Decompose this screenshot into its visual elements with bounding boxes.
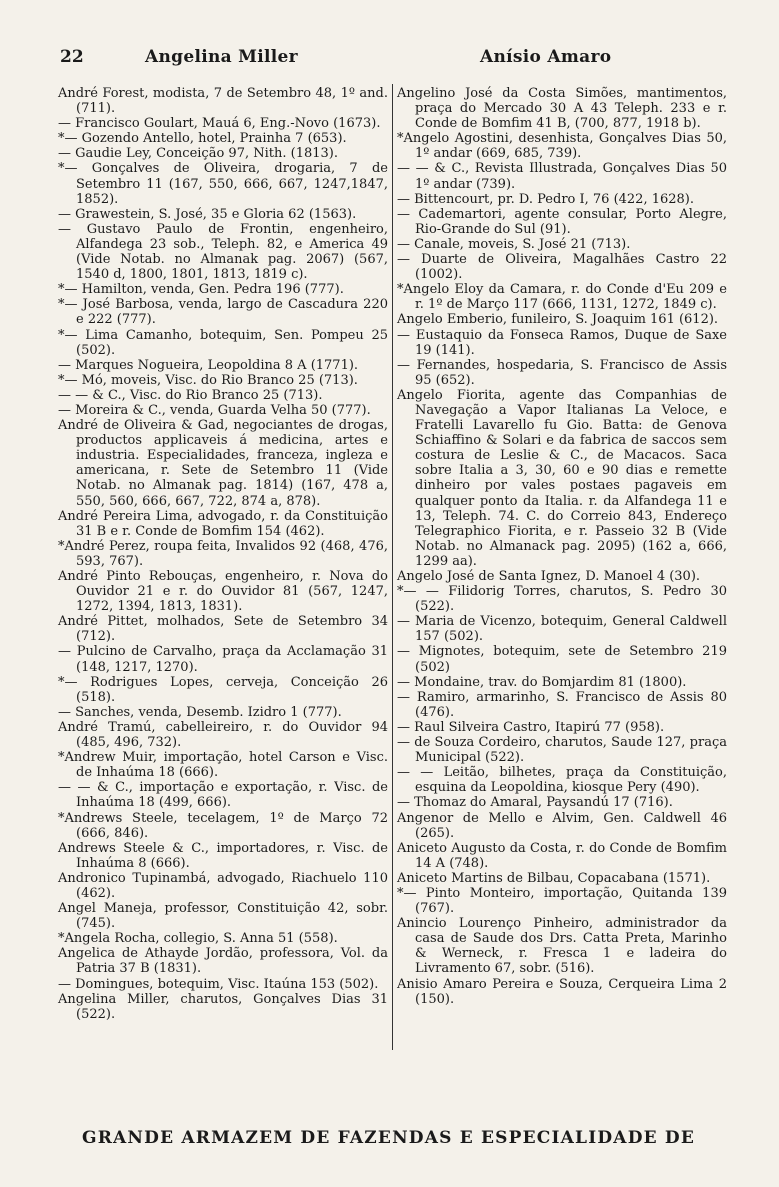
directory-entry: Angelica de Athayde Jordão, professora, Vol. da Patria 37 B (1831). xyxy=(58,946,388,977)
directory-entry: André Tramú, cabelleireiro, r. do Ouvidor 94 (485, 496, 732). xyxy=(58,719,388,751)
directory-entry: André Pittet, molhados, Sete de Setembro 34 (712). xyxy=(58,614,388,645)
directory-entry: — Sanches, venda, Desemb. Izidro 1 (777). xyxy=(58,704,342,720)
directory-entry: — Mignotes, botequim, sete de Setembro 219 (502) xyxy=(397,644,727,675)
directory-entry: *— Lima Camanho, botequim, Sen. Pompeu 25 (502). xyxy=(58,327,388,358)
directory-entry: Aniceto Augusto da Costa, r. do Conde de Bomfim 14 A (748). xyxy=(397,840,727,871)
directory-entry: Andrews Steele & C., importadores, r. Visc. de Inhaúma 8 (666). xyxy=(58,840,388,871)
directory-entry: *— Rodrigues Lopes, cerveja, Conceição 26 (518). xyxy=(58,674,388,705)
directory-entry: Angel Maneja, professor, Constituição 42, sobr. (745). xyxy=(58,901,388,932)
directory-entry: André de Oliveira & Gad, negociantes de drogas, productos applicaveis á medicina, artes e industria. Especialidades, franceza, ingleza e americana, r. Sete de Setembro 11 (Vide Notab. no Almanak pag. 1814) (167, 478 a, 550, 560, 666, 667, 722, 874 a, 878). xyxy=(58,418,388,509)
directory-entry: Aniceto Martins de Bilbau, Copacabana (1571). xyxy=(397,870,711,886)
directory-entry: *— — Filidorig Torres, charutos, S. Pedro 30 (522). xyxy=(397,584,727,615)
directory-entry: André Pinto Rebouças, engenheiro, r. Nova do Ouvidor 21 e r. do Ouvidor 81 (567, 1247, 1272, 1394, 1813, 1831). xyxy=(58,569,388,615)
directory-entry: *Andrews Steele, tecelagem, 1º de Março 72 (666, 846). xyxy=(58,810,388,841)
directory-entry: — — & C., Revista Illustrada, Gonçalves Dias 50 1º andar (739). xyxy=(397,161,727,192)
directory-entry: *— Pinto Monteiro, importação, Quitanda 139 (767). xyxy=(397,885,727,917)
directory-entry: — Maria de Vicenzo, botequim, General Caldwell 157 (502). xyxy=(397,614,727,645)
directory-entry: *— Gozendo Antello, hotel, Prainha 7 (653). xyxy=(58,131,347,147)
directory-entry: — Thomaz do Amaral, Paysandú 17 (716). xyxy=(397,795,673,811)
right-column xyxy=(397,86,727,1007)
directory-entry: *Andrew Muir, importação, hotel Carson e Visc. de Inhaúma 18 (666). xyxy=(58,750,388,781)
directory-entry: *Angelo Eloy da Camara, r. do Conde d'Eu 209 e r. 1º de Março 117 (666, 1131, 1272, 1849 c). xyxy=(397,282,727,313)
column-divider xyxy=(392,84,393,1050)
directory-entry: Angelino José da Costa Simões, mantimentos, praça do Mercado 30 A 43 Teleph. 233 e r. Conde de Bomfim 41 B, (700, 877, 1918 b). xyxy=(397,86,727,132)
directory-entry: — — & C., importação e exportação, r. Visc. de Inhaúma 18 (499, 666). xyxy=(58,780,388,811)
directory-entry: *— José Barbosa, venda, largo de Cascadura 220 e 222 (777). xyxy=(58,297,388,328)
directory-entry: André Forest, modista, 7 de Setembro 48, 1º and. (711). xyxy=(58,86,388,117)
directory-entry: — Pulcino de Carvalho, praça da Acclamação 31 (148, 1217, 1270). xyxy=(58,644,388,675)
directory-entry: — Moreira & C., venda, Guarda Velha 50 (777). xyxy=(58,402,371,418)
directory-entry: — — Leitão, bilhetes, praça da Constituição, esquina da Leopoldina, kiosque Pery (490). xyxy=(397,765,727,796)
directory-entry: *— Mó, moveis, Visc. do Rio Branco 25 (713). xyxy=(58,372,358,388)
directory-entry: *André Perez, roupa feita, Invalidos 92 (468, 476, 593, 767). xyxy=(58,538,388,569)
directory-entry: — Eustaquio da Fonseca Ramos, Duque de Saxe 19 (141). xyxy=(397,327,727,358)
directory-entry: Angelo Fiorita, agente das Companhias de Navegação a Vapor Italianas La Veloce, e Fratelli Lavarello fu Gio. Batta: de Genova Schiaffino & Solari e da fabrica de saccos sem costura de Leslie & C., de Macacos. Saca sobre Italia a 3, 30, 60 e 90 dias e remette dinheiro por vales postaes pagaveis em qualquer ponto da Italia. r. da Alfandega 11 e 13, Teleph. 74. C. do Correio 843, Endereço Telegraphico Fiorita, e r. Passeio 32 B (Vide Notab. no Almanack pag. 2095) (162 a, 666, 1299 aa). xyxy=(397,387,727,569)
directory-entry: — — & C., Visc. do Rio Branco 25 (713). xyxy=(58,387,323,403)
running-head-right: Anísio Amaro xyxy=(480,47,612,67)
page-number: 22 xyxy=(60,47,84,67)
directory-entry: — Bittencourt, pr. D. Pedro I, 76 (422, 1628). xyxy=(397,191,695,207)
directory-entry: — Gustavo Paulo de Frontin, engenheiro, Alfandega 23 sob., Teleph. 82, e America 49 (Vide Notab. no Almanak pag. 2067) (567, 1540 d, 1800, 1801, 1813, 1819 c). xyxy=(58,221,388,283)
directory-entry: Angenor de Mello e Alvim, Gen. Caldwell 46 (265). xyxy=(397,810,727,841)
directory-entry: Anincio Lourenço Pinheiro, administrador da casa de Saude dos Drs. Catta Preta, Marinho & Werneck, r. Fresca 1 e ladeira do Livramento 67, sobr. (516). xyxy=(397,916,727,977)
directory-entry: — Ramiro, armarinho, S. Francisco de Assis 80 (476). xyxy=(397,689,727,720)
directory-entry: — de Souza Cordeiro, charutos, Saude 127, praça Municipal (522). xyxy=(397,735,727,766)
directory-entry: — Mondaine, trav. do Bomjardim 81 (1800). xyxy=(397,674,687,690)
directory-entry: Angelo José de Santa Ignez, D. Manoel 4 (30). xyxy=(397,569,701,584)
directory-entry: *— Gonçalves de Oliveira, drogaria, 7 de Setembro 11 (167, 550, 666, 667, 1247,1847, 1852). xyxy=(58,161,388,207)
page-header xyxy=(0,47,779,71)
directory-entry: — Marques Nogueira, Leopoldina 8 A (1771). xyxy=(58,357,359,373)
directory-entry: — Francisco Goulart, Mauá 6, Eng.-Novo (1673). xyxy=(58,116,381,132)
directory-entry: — Cademartori, agente consular, Porto Alegre, Rio-Grande do Sul (91). xyxy=(397,206,727,237)
directory-entry: — Raul Silveira Castro, Itapirú 77 (958). xyxy=(397,719,665,735)
directory-entry: — Fernandes, hospedaria, S. Francisco de Assis 95 (652). xyxy=(397,357,727,388)
directory-entry: Andronico Tupinambá, advogado, Riachuelo 110 (462). xyxy=(58,870,388,901)
directory-entry: *Angelo Agostini, desenhista, Gonçalves Dias 50, 1º andar (669, 685, 739). xyxy=(397,131,727,162)
directory-entry: *— Hamilton, venda, Gen. Pedra 196 (777). xyxy=(58,282,344,298)
directory-entry: *Angela Rocha, collegio, S. Anna 51 (558). xyxy=(58,931,338,947)
left-column xyxy=(58,86,388,1022)
running-head-left: Angelina Miller xyxy=(145,47,298,67)
directory-entry: — Canale, moveis, S. José 21 (713). xyxy=(397,236,631,252)
directory-entry: Anisio Amaro Pereira e Souza, Cerqueira Lima 2 (150). xyxy=(397,976,727,1007)
directory-entry: — Domingues, botequim, Visc. Itaúna 153 (502). xyxy=(58,976,379,992)
directory-entry: — Gaudie Ley, Conceição 97, Nith. (1813). xyxy=(58,146,338,162)
directory-entry: Angelo Emberio, funileiro, S. Joaquim 161 (612). xyxy=(397,312,719,328)
directory-entry: Angelina Miller, charutos, Gonçalves Dias 31 (522). xyxy=(58,991,388,1022)
footer-banner: GRANDE ARMAZEM DE FAZENDAS E ESPECIALIDADE DE xyxy=(82,1128,696,1148)
directory-entry: André Pereira Lima, advogado, r. da Constituição 31 B e r. Conde de Bomfim 154 (462). xyxy=(58,508,388,539)
directory-entry: — Grawestein, S. José, 35 e Gloria 62 (1563). xyxy=(58,206,357,222)
directory-entry: — Duarte de Oliveira, Magalhães Castro 22 (1002). xyxy=(397,252,727,283)
